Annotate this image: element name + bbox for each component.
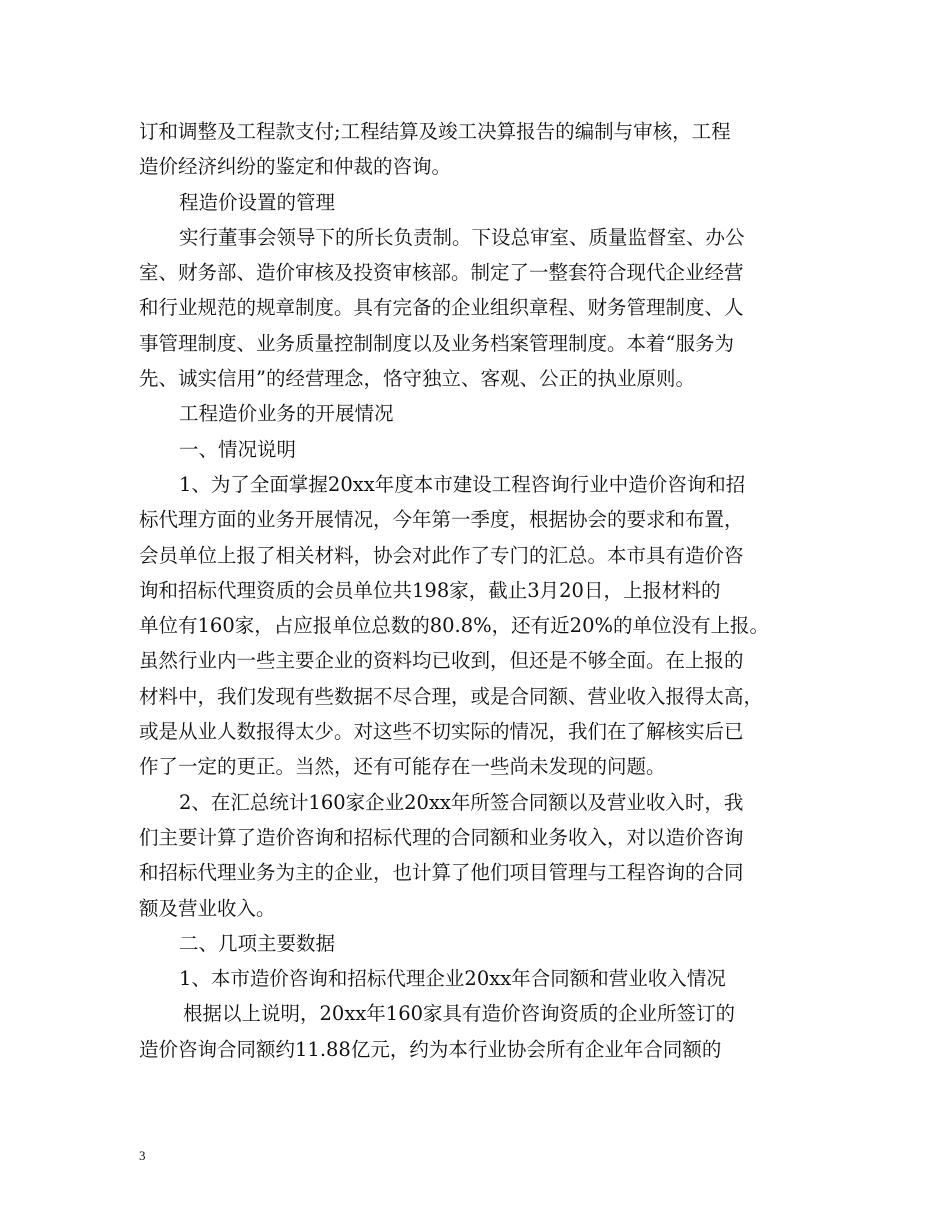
text-line-25: 1、本市造价咨询和招标代理企业20xx年合同额和营业收入情况 — [179, 967, 726, 991]
text-line-1: 订和调整及工程款支付;工程结算及竣工决算报告的编制与审核，工程 — [139, 120, 731, 143]
text-line-17: 材料中，我们发现有些数据不尽合理，或是合同额、营业收入报得太高， — [139, 684, 764, 708]
subsection-heading-1: 一、情况说明 — [179, 437, 297, 461]
text-line-8: 先、诚实信用”的经营理念，恪守独立、客观、公正的执业原则。 — [139, 367, 695, 391]
text-line-18: 或是从业人数报得太少。对这些不切实际的情况，我们在了解核实后已 — [139, 720, 744, 744]
page-number: 3 — [139, 1148, 146, 1163]
text-line-23: 额及营业收入。 — [139, 896, 276, 920]
text-line-22: 和招标代理业务为主的企业，也计算了他们项目管理与工程咨询的合同 — [139, 861, 744, 885]
text-line-11: 1、为了全面掌握20xx年度本市建设工程咨询行业中造价咨询和招 — [179, 472, 746, 496]
text-line-5: 室、财务部、造价审核及投资审核部。制定了一整套符合现代企业经营 — [139, 261, 744, 285]
text-line-20: 2、在汇总统计160家企业20xx年所签合同额以及营业收入时，我 — [179, 790, 744, 814]
text-line-21: 们主要计算了造价咨询和招标代理的合同额和业务收入，对以造价咨询 — [139, 825, 744, 849]
text-line-12: 标代理方面的业务开展情况，今年第一季度，根据协会的要求和布置， — [139, 508, 744, 532]
subsection-heading-2: 二、几项主要数据 — [179, 931, 336, 955]
text-line-2: 造价经济纠纷的鉴定和仲裁的咨询。 — [139, 155, 452, 179]
text-line-16: 虽然行业内一些主要企业的资料均已收到，但还是不够全面。在上报的 — [139, 649, 744, 673]
text-line-7: 事管理制度、业务质量控制制度以及业务档案管理制度。本着“服务为 — [139, 331, 734, 355]
text-line-19: 作了一定的更正。当然，还有可能存在一些尚未发现的问题。 — [139, 755, 666, 779]
text-line-6: 和行业规范的规章制度。具有完备的企业组织章程、财务管理制度、人 — [139, 296, 744, 320]
section-heading-management: 程造价设置的管理 — [179, 190, 336, 214]
text-line-27: 造价咨询合同额约11.88亿元，约为本行业协会所有企业年合同额的 — [139, 1037, 722, 1061]
text-line-14: 询和招标代理资质的会员单位共198家，截止3月20日，上报材料的 — [139, 578, 721, 602]
text-line-13: 会员单位上报了相关材料，协会对此作了专门的汇总。本市具有造价咨 — [139, 543, 744, 567]
text-line-26: 根据以上说明，20xx年160家具有造价咨询资质的企业所签订的 — [183, 1002, 736, 1026]
text-line-4: 实行董事会领导下的所长负责制。下设总审室、质量监督室、办公 — [179, 225, 745, 249]
section-heading-business: 工程造价业务的开展情况 — [179, 402, 394, 426]
text-line-15: 单位有160家，占应报单位总数的80.8%，还有近20%的单位没有上报。 — [139, 614, 770, 638]
document-body — [139, 114, 819, 1067]
